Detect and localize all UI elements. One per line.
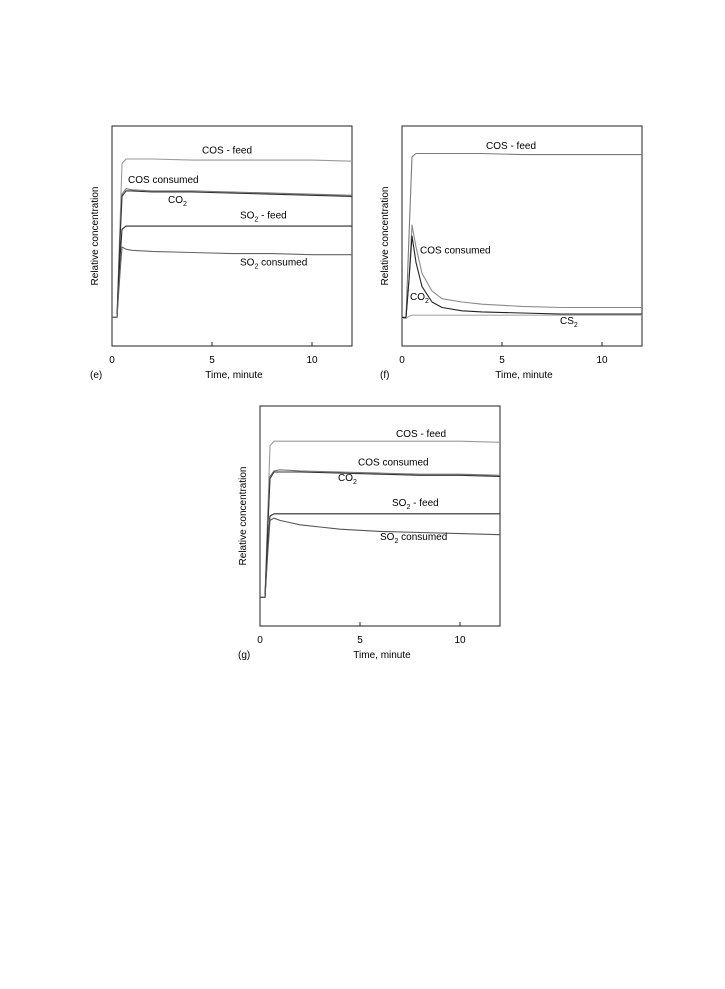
chart-g-series-so2-consumed xyxy=(260,518,500,597)
chart-e-x-axis-label: Time, minute xyxy=(205,370,263,381)
chart-g-label-co2: $CO_2$ xyxy=(338,472,357,486)
chart-g-y-axis-label: Relative concentration xyxy=(238,466,249,566)
chart-f-series-cos-consumed xyxy=(402,225,642,317)
chart-panel-g xyxy=(218,390,518,680)
chart-g-panel-label: (g) xyxy=(238,650,251,661)
chart-e-y-axis-label: Relative concentration xyxy=(90,186,101,286)
chart-f-series-cs2 xyxy=(402,315,642,318)
chart-e-svg xyxy=(70,110,370,400)
chart-g-label-cos-feed: COS - feed xyxy=(396,428,447,440)
chart-g-label-so2-consumed: $SO_2$ consumed xyxy=(380,532,448,546)
chart-e-label-cos-consumed: COS consumed xyxy=(128,175,199,187)
chart-e-series-so2-feed xyxy=(112,226,352,317)
chart-e-label-cos-feed: COS - feed xyxy=(202,145,253,157)
chart-g-x-tick-label-5: 5 xyxy=(357,635,363,646)
chart-panel-f xyxy=(360,110,660,400)
chart-f-series-cos-feed xyxy=(402,154,642,318)
chart-f-y-axis-label: Relative concentration xyxy=(380,186,391,286)
chart-panel-e xyxy=(70,110,370,400)
chart-f-x-tick-label-10: 10 xyxy=(596,355,608,366)
chart-e-x-tick-label-0: 0 xyxy=(109,355,115,366)
chart-e-label-so2-feed: $SO_2$ - feed xyxy=(240,210,287,224)
chart-f-x-tick-label-0: 0 xyxy=(399,355,405,366)
chart-e-label-so2-consumed: $SO_2$ consumed xyxy=(240,257,308,271)
chart-g-label-cos-consumed: COS consumed xyxy=(358,457,429,469)
chart-f-label-cos-consumed: COS consumed xyxy=(420,245,491,257)
chart-e-label-co2: $CO_2$ xyxy=(168,195,187,208)
chart-g-series-so2-feed xyxy=(260,514,500,598)
chart-g-x-axis-label: Time, minute xyxy=(353,650,411,661)
chart-f-x-axis-label: Time, minute xyxy=(495,370,553,381)
chart-g-svg xyxy=(218,390,518,680)
chart-f-label-co2: $CO_2$ xyxy=(410,291,429,305)
chart-e-series-so2-consumed xyxy=(112,247,352,317)
chart-g-plot-frame xyxy=(260,406,500,626)
chart-f-panel-label: (f) xyxy=(380,370,390,381)
chart-g-x-tick-label-0: 0 xyxy=(257,635,263,646)
chart-g-x-tick-label-10: 10 xyxy=(454,635,466,646)
chart-e-panel-label: (e) xyxy=(90,370,103,381)
chart-f-svg xyxy=(360,110,660,400)
chart-f-label-cos-feed: COS - feed xyxy=(486,141,537,153)
chart-g-label-so2-feed: $SO_2$ - feed xyxy=(392,498,439,512)
chart-e-x-tick-label-5: 5 xyxy=(209,355,215,366)
chart-e-x-tick-label-10: 10 xyxy=(306,355,318,366)
chart-f-label-cs2: $CS_2$ xyxy=(560,316,578,329)
chart-f-x-tick-label-5: 5 xyxy=(499,355,505,366)
